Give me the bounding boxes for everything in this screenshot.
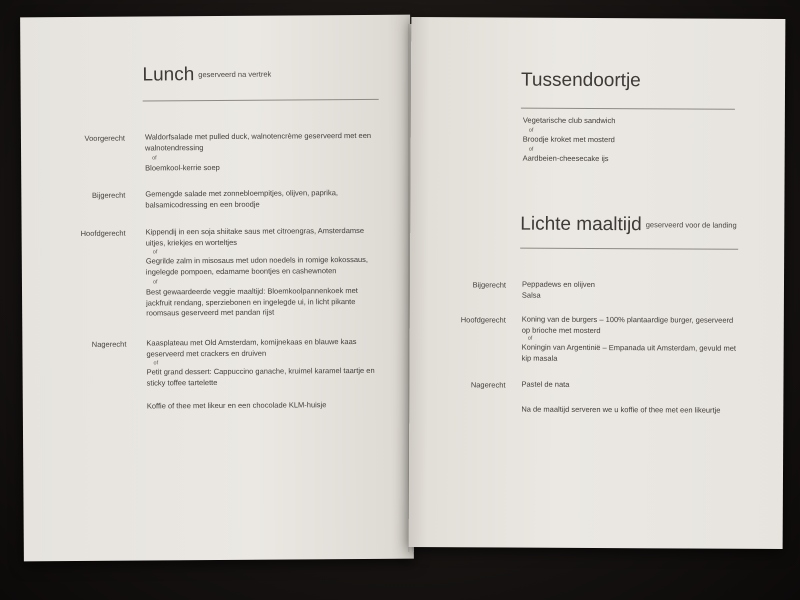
course-label-bijgerecht: Bijgerecht	[91, 190, 126, 200]
course-label-nagerecht: Nagerecht	[91, 339, 127, 349]
course-label-nagerecht: Nagerecht	[470, 380, 506, 390]
or-separator: of	[153, 360, 159, 367]
lunch-title: Lunch	[142, 64, 195, 86]
menu-page-left	[20, 15, 414, 562]
snack-title: Tussendoortje	[521, 69, 641, 92]
dish-petit-grand-dessert: Petit grand dessert: Cappuccino ganache, kruimel karamel taartje en sticky toffee tartelette	[146, 365, 375, 387]
dish-peppadews: Peppadews en olijven	[521, 279, 595, 289]
snack-divider	[521, 108, 735, 110]
coffee-note: Koffie of thee met likeur en een chocolade KLM-huisje	[146, 400, 327, 411]
course-label-voorgerecht: Voorgerecht	[84, 133, 125, 143]
dish-kaasplateau: Kaasplateau met Old Amsterdam, komijnekaas en blauwe kaas geserveerd met crackers en druiven	[146, 337, 357, 358]
dish-koningin-van-argentinie: Koningin van Argentinië – Empanada uit Amsterdam, gevuld met kip masala	[521, 342, 736, 363]
light-meal-divider	[520, 248, 738, 250]
lunch-divider	[143, 99, 379, 102]
or-separator: of	[152, 155, 157, 162]
light-meal-note: Na de maaltijd serveren we u koffie of thee met een likeurtje	[521, 404, 721, 415]
dish-gemengde-salade: Gemengde salade met zonnebloempitjes, olijven, paprika, balsamicodressing en een broodje	[145, 188, 338, 209]
lunch-subtitle: geserveerd na vertrek	[198, 69, 272, 80]
light-meal-heading	[520, 214, 736, 237]
dish-veggie-maaltijd: Best gewaardeerde veggie maaltijd: Bloemkoolpannenkoek met jackfruit rendang, sperziebonen en ingelegde ui, in licht pikante roomsaus geserveerd met pandan rijst	[145, 286, 358, 318]
dish-gegrilde-zalm: Gegrilde zalm in misosaus met udon noedels in romige kokossaus, ingelegde pompoen, edamame boontjes en cashewnoten	[145, 254, 369, 276]
menu-page-right	[409, 17, 786, 549]
snack-broodje-kroket: Broodje kroket met mosterd	[522, 134, 615, 145]
dish-pastel-de-nata: Pastel de nata	[521, 379, 570, 389]
course-label-hoofdgerecht: Hoofdgerecht	[80, 228, 126, 238]
lunch-heading	[142, 64, 271, 87]
course-label-hoofdgerecht: Hoofdgerecht	[460, 315, 506, 325]
snack-cheesecake-ijs: Aardbeien-cheesecake ijs	[522, 153, 609, 164]
snack-club-sandwich: Vegetarische club sandwich	[522, 115, 616, 126]
or-separator: of	[152, 249, 158, 256]
or-separator: of	[528, 127, 534, 134]
or-separator: of	[528, 146, 534, 153]
dish-kippendij: Kippendij in een soja shiitake saus met citroengras, Amsterdamse uitjes, kriekjes en worteltjes	[145, 225, 365, 247]
or-separator: of	[527, 335, 533, 342]
dish-salsa: Salsa	[521, 290, 541, 300]
dish-waldorfsalade: Waldorfsalade met pulled duck, walnotencrème geserveerd met een walnotendressing	[144, 130, 372, 152]
dish-koning-van-de-burgers: Koning van de burgers – 100% plantaardige burger, geserveerd op brioche met mosterd	[521, 314, 734, 335]
light-meal-title: Lichte maaltijd	[520, 213, 642, 236]
or-separator: of	[152, 279, 158, 286]
dish-bloemkool-soep: Bloemkool-kerrie soep	[145, 162, 220, 173]
course-label-bijgerecht: Bijgerecht	[472, 280, 507, 290]
light-meal-subtitle: geserveerd voor de landing	[645, 220, 737, 230]
